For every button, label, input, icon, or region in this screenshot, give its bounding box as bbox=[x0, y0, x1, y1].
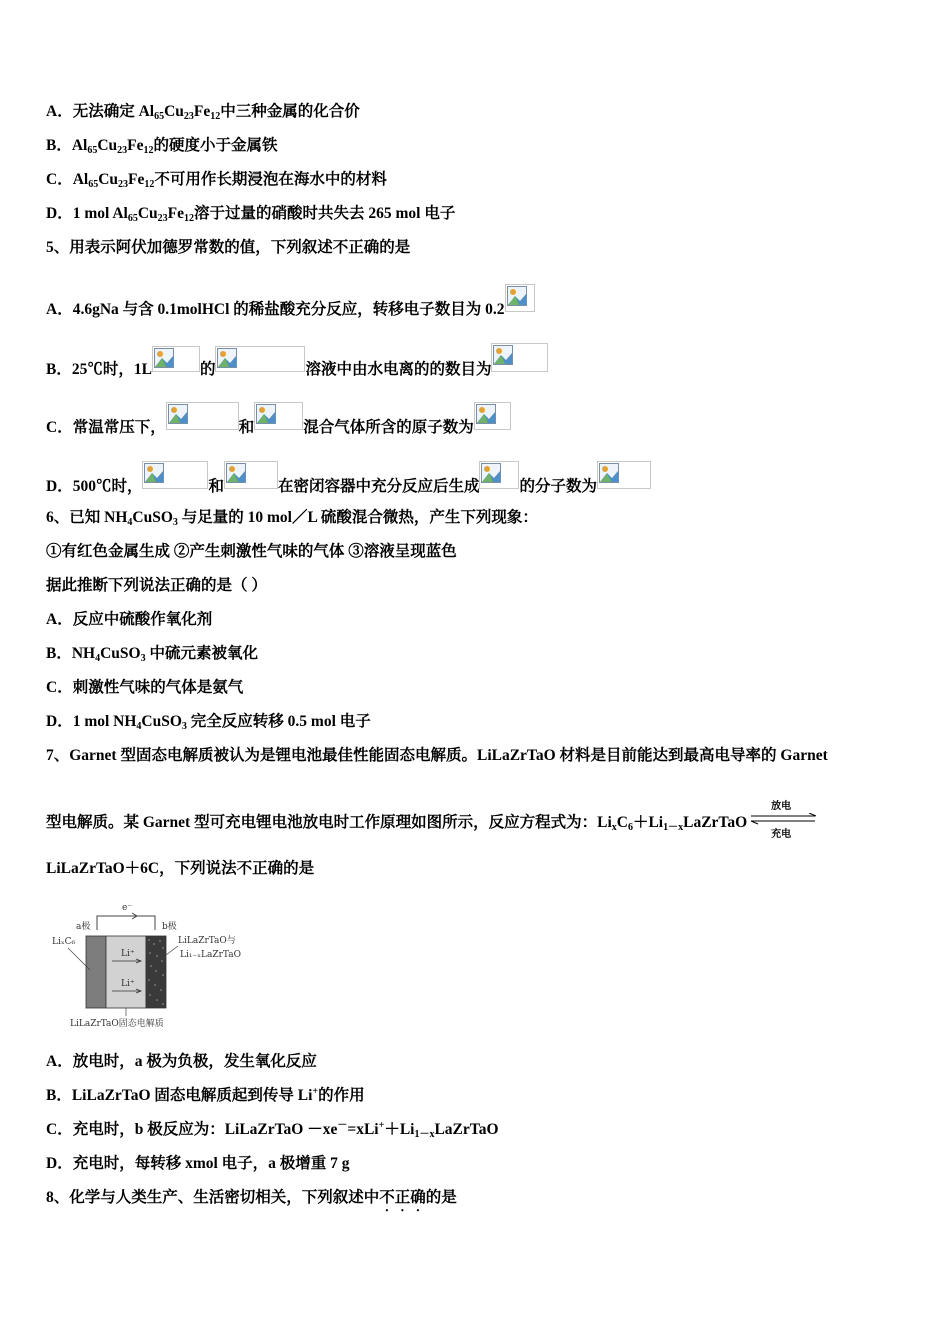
broken-image-icon bbox=[166, 402, 239, 430]
q5-option-b: B．25℃时，1L 的 溶液中由水电离的的数目为 bbox=[46, 343, 548, 380]
q4-option-b: B．$Al_{65}Cu_{23}Fe_{12}$的硬度小于金属铁 bbox=[46, 137, 278, 156]
q6-option-d: D．1 mol $NH_4CuSO_3$ 完全反应转移 0.5 mol 电子 bbox=[46, 713, 371, 732]
broken-image-icon bbox=[474, 402, 511, 430]
q6-stem: 6、已知 $NH_4CuSO_3$ 与足量的 10 mol／L 硫酸混合微热，产生下列现象： bbox=[46, 509, 538, 528]
arrow-discharge-label: 放电 bbox=[771, 801, 792, 812]
ion-label-1: Li⁺ bbox=[121, 949, 135, 959]
left-electrode-label: LiₓC₆ bbox=[52, 937, 76, 947]
broken-image-icon bbox=[479, 461, 519, 489]
circuit-wire bbox=[97, 916, 155, 930]
q7-stem-line3: LiLaZrTaO＋6C，下列说法不正确的是 bbox=[46, 860, 315, 877]
q5-stem: 5、用表示阿伏加德罗常数的值，下列叙述不正确的是 bbox=[46, 239, 411, 256]
broken-image-icon bbox=[505, 284, 535, 312]
q6-option-c: C．刺激性气味的气体是氨气 bbox=[46, 679, 244, 696]
q5-option-d: D．500℃时， 和 在密闭容器中充分反应后生成 的分子数为 bbox=[46, 461, 651, 497]
q7-option-a: A．放电时，a 极为负极，发生氧化反应 bbox=[46, 1053, 317, 1070]
a-pole-label: a极 bbox=[76, 922, 91, 932]
right-electrode-label-2: Li₁₋ₓLaZrTaO bbox=[180, 950, 241, 960]
emphasis-text: 不正确 bbox=[379, 1189, 426, 1206]
broken-image-icon bbox=[142, 461, 208, 489]
q7-option-b: B．LiLaZrTaO 固态电解质起到传导 Li+的作用 bbox=[46, 1086, 365, 1104]
arrow-charge-label: 充电 bbox=[771, 829, 792, 840]
solid-electrolyte bbox=[106, 936, 146, 1008]
ion-label-2: Li⁺ bbox=[121, 979, 135, 989]
q5-option-a: A．4.6gNa 与含 0.1molHCl 的稀盐酸充分反应，转移电子数目为 0.2 bbox=[46, 284, 535, 320]
q5-option-c: C．常温常压下， 和 混合气体所含的原子数为 bbox=[46, 402, 511, 438]
broken-image-icon bbox=[215, 346, 305, 372]
q7-stem-line2: 型电解质。某 Garnet 型可充电锂电池放电时工作原理如图所示，反应方程式为：$Li_xC_6+Li_{1-x}LaZrTaO$ 放电 充电 bbox=[46, 809, 819, 833]
q7-stem-line1: 7、Garnet 型固态电解质被认为是锂电池最佳性能固态电解质。LiLaZrTaO 材料是目前能达到最高电导率的 Garnet bbox=[46, 747, 828, 764]
positive-electrode bbox=[146, 936, 166, 1008]
q6-phenomena: ①有红色金属生成 ②产生刺激性气味的气体 ③溶液呈现蓝色 bbox=[46, 543, 457, 560]
q7-option-c: C．充电时，b 极反应为：LiLaZrTaO $-xe^-=xLi^++Li_{1-x}LaZrTaO$ bbox=[46, 1120, 499, 1140]
q6-question: 据此推断下列说法正确的是（ ） bbox=[46, 577, 267, 594]
broken-image-icon bbox=[254, 402, 303, 430]
negative-electrode bbox=[86, 936, 106, 1008]
q6-option-a: A．反应中硫酸作氧化剂 bbox=[46, 611, 213, 628]
battery-diagram bbox=[50, 898, 250, 1030]
q7-option-d: D．充电时，每转移 xmol 电子，a 极增重 7 g bbox=[46, 1155, 350, 1172]
broken-image-icon bbox=[224, 461, 278, 489]
q4-option-a: A．无法确定 $Al_{65}Cu_{23}Fe_{12}$中三种金属的化合价 bbox=[46, 103, 360, 122]
b-pole-label: b极 bbox=[162, 922, 177, 932]
electron-label: e⁻ bbox=[122, 903, 133, 913]
broken-image-icon bbox=[491, 343, 548, 372]
right-electrode-label-1: LiLaZrTaO与 bbox=[178, 936, 236, 946]
q4-option-d: D．1 mol $Al_{65}Cu_{23}Fe_{12}$溶于过量的硝酸时共失去 265 mol 电子 bbox=[46, 205, 456, 224]
q6-option-b: B．$NH_4CuSO_3$ 中硫元素被氧化 bbox=[46, 645, 258, 664]
broken-image-icon bbox=[597, 461, 651, 489]
equilibrium-arrow-icon bbox=[749, 813, 819, 825]
broken-image-icon bbox=[152, 346, 200, 372]
reversible-arrow bbox=[749, 801, 819, 840]
q8-stem: 8、化学与人类生产、生活密切相关，下列叙述中不正确的是 bbox=[46, 1189, 457, 1206]
electrolyte-label: LiLaZrTaO固态电解质 bbox=[70, 1019, 164, 1029]
q4-option-c: C．$Al_{65}Cu_{23}Fe_{12}$不可用作长期浸泡在海水中的材料 bbox=[46, 171, 387, 190]
